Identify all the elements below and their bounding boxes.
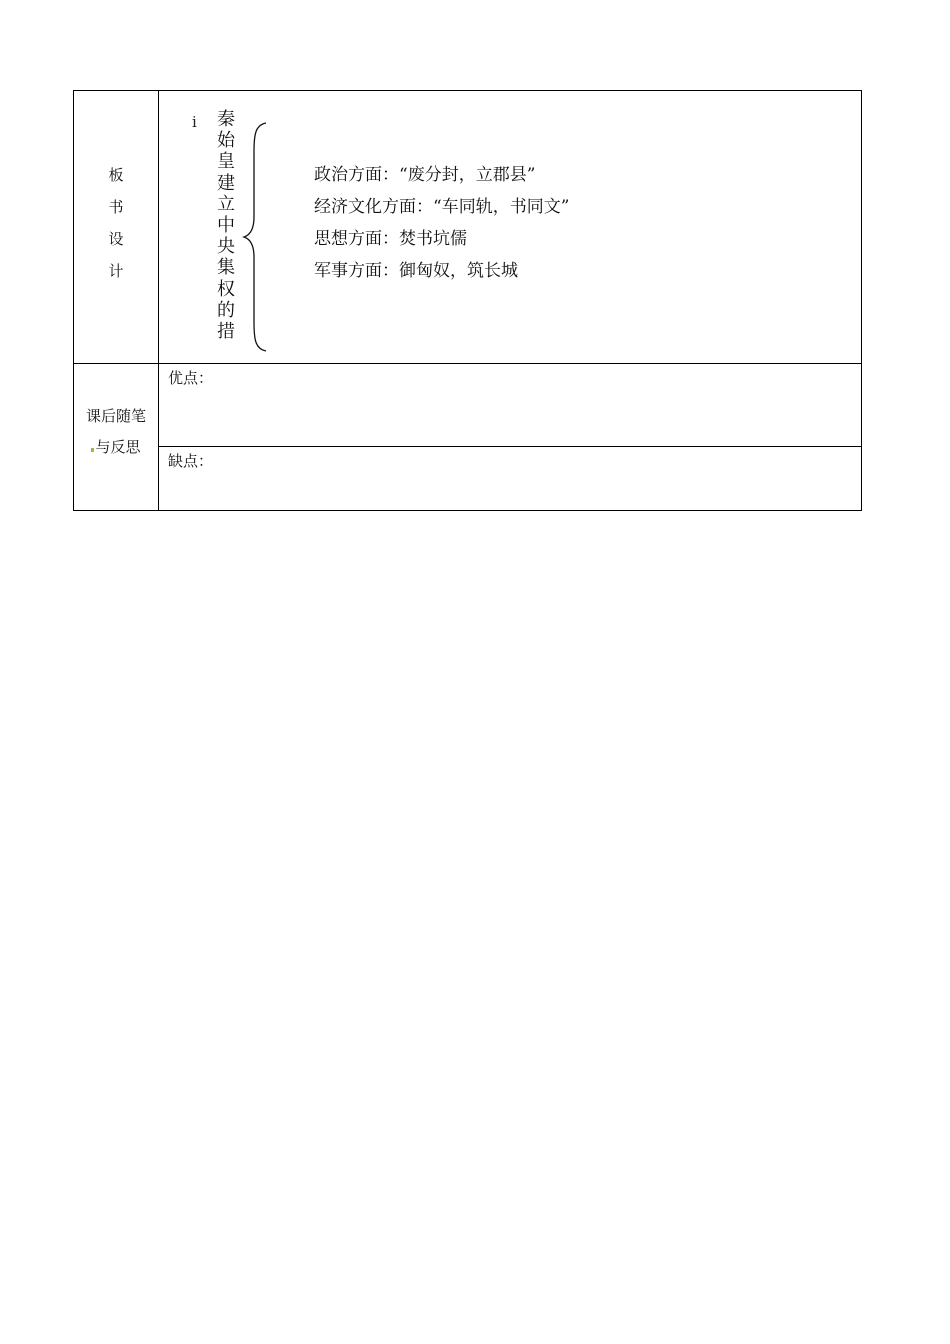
board-design-label: 板 书 设 计 bbox=[108, 166, 124, 280]
reflection-label: 课后随笔 与反思 bbox=[85, 407, 146, 456]
curly-brace-icon bbox=[242, 121, 272, 353]
measure-economic-cultural: 经济文化方面：“车同轨，书同文” bbox=[314, 197, 570, 217]
row-divider bbox=[74, 363, 861, 364]
measures-list bbox=[314, 159, 569, 287]
advantages-label: 优点： bbox=[168, 369, 214, 387]
column-divider bbox=[158, 91, 159, 510]
clipped-character: i bbox=[192, 115, 197, 130]
measure-military: 军事方面：御匈奴，筑长城 bbox=[314, 261, 518, 281]
notes-divider bbox=[158, 446, 861, 447]
measure-political: 政治方面：“废分封，立郡县” bbox=[314, 165, 536, 185]
measures-title: 秦 始 皇 建 立 中 央 集 权 的 措 bbox=[217, 109, 235, 343]
lesson-plan-table bbox=[73, 90, 862, 511]
disadvantages-label: 缺点： bbox=[168, 452, 214, 470]
measure-ideological: 思想方面：焚书坑儒 bbox=[314, 229, 467, 249]
